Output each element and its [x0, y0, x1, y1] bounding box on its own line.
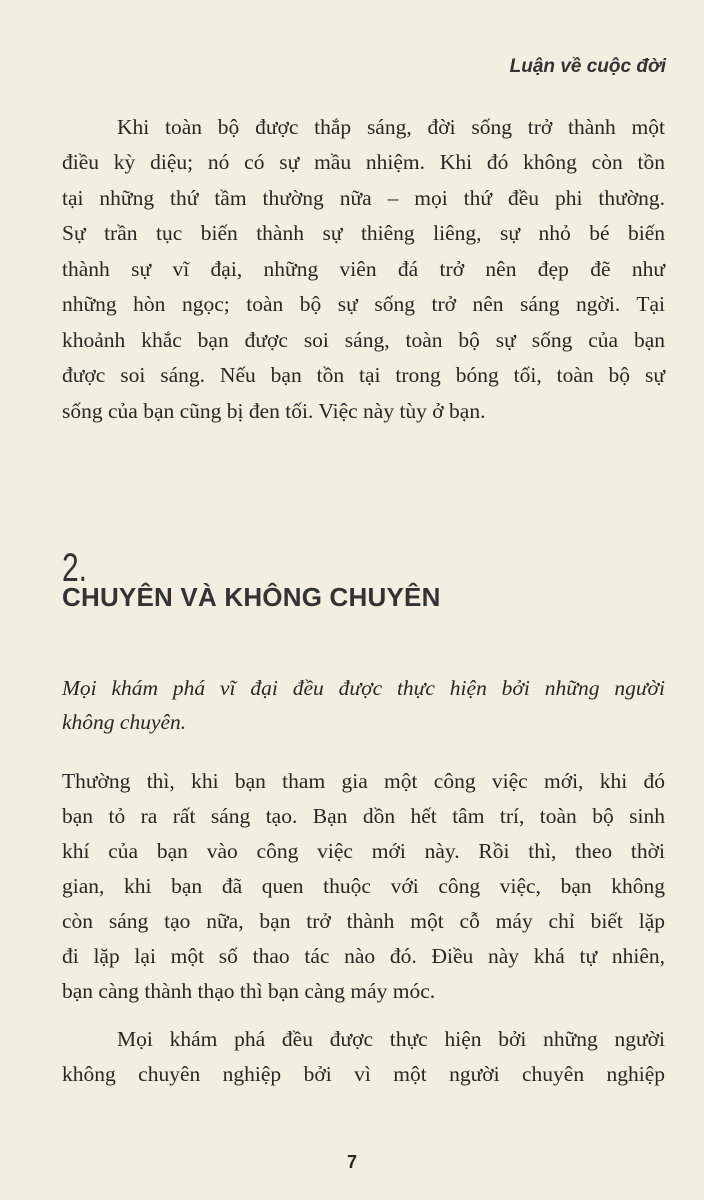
text-line: điều kỳ diệu; nó có sự mầu nhiệm. Khi đó không còn tồn: [62, 150, 665, 174]
text-line: gian, khi bạn đã quen thuộc với công việc, bạn không: [62, 874, 665, 898]
section-number: 2.: [62, 546, 88, 590]
text-line: Sự trần tục biến thành sự thiêng liêng, sự nhỏ bé biến: [62, 221, 665, 245]
text-line: còn sáng tạo nữa, bạn trở thành một cỗ máy chỉ biết lặp: [62, 909, 665, 933]
text-line: Mọi khám phá vĩ đại đều được thực hiện bởi những người: [62, 676, 665, 700]
text-line: đi lặp lại một số thao tác nào đó. Điều này khá tự nhiên,: [62, 944, 665, 968]
text-line: tại những thứ tầm thường nữa – mọi thứ đều phi thường.: [62, 186, 665, 210]
text-line: sống của bạn cũng bị đen tối. Việc này tùy ở bạn.: [62, 399, 486, 423]
text-line: thành sự vĩ đại, những viên đá trở nên đẹp đẽ như: [62, 257, 665, 281]
text-line: khí của bạn vào công việc mới này. Rồi thì, theo thời: [62, 839, 665, 863]
text-line: bạn càng thành thạo thì bạn càng máy móc.: [62, 979, 436, 1003]
text-line: Thường thì, khi bạn tham gia một công việc mới, khi đó: [62, 769, 665, 793]
text-line: được soi sáng. Nếu bạn tồn tại trong bóng tối, toàn bộ sự: [62, 363, 665, 387]
text-line: không chuyên.: [62, 710, 187, 734]
text-line: bạn tỏ ra rất sáng tạo. Bạn dồn hết tâm trí, toàn bộ sinh: [62, 804, 665, 828]
section-title: CHUYÊN VÀ KHÔNG CHUYÊN: [62, 582, 441, 612]
text-line: không chuyên nghiệp bởi vì một người chuyên nghiệp: [62, 1062, 665, 1086]
text-line: Khi toàn bộ được thắp sáng, đời sống trở thành một: [117, 115, 665, 139]
text-line: khoảnh khắc bạn được soi sáng, toàn bộ sự sống của bạn: [62, 328, 665, 352]
text-line: Mọi khám phá đều được thực hiện bởi những người: [117, 1027, 665, 1051]
page-number: 7: [346, 1152, 357, 1172]
running-header: Luận về cuộc đời: [509, 56, 666, 77]
text-line: những hòn ngọc; toàn bộ sự sống trở nên sáng ngời. Tại: [62, 292, 665, 316]
